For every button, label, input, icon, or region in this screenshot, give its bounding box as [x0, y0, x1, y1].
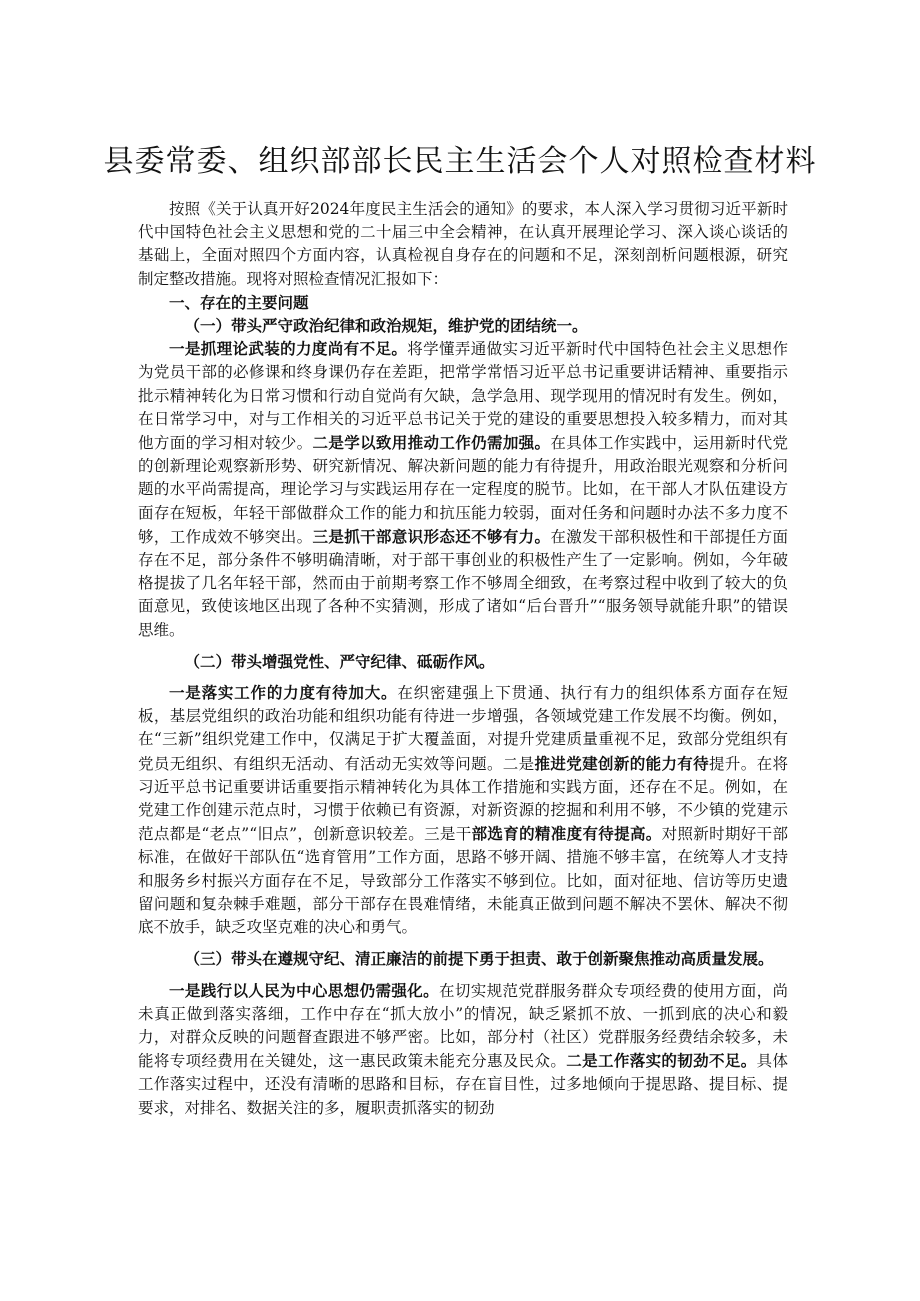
intro-paragraph: 按照《关于认真开好2024年度民主生活会的通知》的要求，本人深入学习贯彻习近平新时代中国特色社会主义思想和党的二十届三中全会精神，在认真开展理论学习、深入谈心谈话的基础上，全面对照四个方面内容，认真检视自身存在的问题和不足，深刻剖析问题根源，研究制定整改措施。现将对照检查情况汇报如下： [138, 200, 788, 288]
point-text: 在激发干部积极性和干部提任方面存在不足，部分条件不够明确清晰，对于部干事创业的积极性产生了一定影响。例如，今年破格提拔了几名年轻干部，然而由于前期考察工作不够周全细致，在考察过程中收到了较大的负面意见，致使该地区出现了各种不实猜测，形成了诸如“后台晋升”“服务领导就能升职”的错误思维。 [138, 527, 788, 639]
point-text: 在切实规范党群服务群众专项经费的使用方面，尚未真正做到落实落细，工作中存在“抓大放小”的情况，缺乏紧抓不放、一抓到底的决心和毅力，对群众反映的问题督查跟进不够严密。比如，部分村（社区）党群服务经费结余较多，未能将专项经费用在关键处，这一惠民政策未能充分惠及民众。 [138, 981, 788, 1071]
point-heading: 二是学以致用推动工作仍需加强。 [312, 433, 551, 453]
point-heading: 三是抓干部意识形态还不够有力。 [312, 526, 551, 546]
point-text: 提升。在将习近平总书记重要讲话重要指示精神转化为具体工作措施和实践方面，还存在不足。例如，在党建工作创建示范点时，习惯于依赖已有资源，对新资源的挖掘和利用不够，不少镇的党建示范点都是“老点”“旧点”，创新意识较差。三是干 [138, 754, 788, 844]
subsection-2-paragraph [138, 681, 788, 939]
point-heading: 一是抓理论武装的力度尚有不足。 [169, 339, 408, 359]
subsection-heading-2: （二）带头增强党性、严守纪律、砥砺作风。 [184, 651, 495, 671]
point-heading: 一是践行以人民为中心思想仍需强化。 [169, 980, 439, 1000]
point-heading: 部选育的精准度有待提高。 [471, 824, 662, 844]
subsection-heading-1: （一）带头严守政治纪律和政治规矩，维护党的团结统一。 [184, 316, 588, 336]
point-text: 在具体工作实践中，运用新时代党的创新理论观察新形势、研究新情况、解决新问题的能力有待提升，用政治眼光观察和分析问题的水平尚需提高，理论学习与实践运用存在一定程度的脱节。比如，在干部人才队伍建设方面存在短板，年轻干部做群众工作的能力和抗压能力较弱，面对任务和问题时办法不多力度不够，工作成效不够突出。 [138, 434, 788, 546]
subsection-heading-3: （三）带头在遵规守纪、清正廉洁的前提下勇于担责、敢于创新聚焦推动高质量发展。 [184, 949, 774, 969]
point-heading: 一是落实工作的力度有待加大。 [169, 683, 398, 703]
point-text: 在织密建强上下贯通、执行有力的组织体系方面存在短板，基层党组织的政治功能和组织功能有待进一步增强，各领域党建工作发展不均衡。例如，在“三新”组织党建工作中，仅满足于扩大覆盖面，对提升党建质量重视不足，致部分党组织有党员无组织、有组织无活动、有活动无实效等问题。二是 [138, 684, 788, 773]
section-heading: 一、存在的主要问题 [169, 292, 309, 312]
subsection-1-paragraph [138, 337, 788, 642]
point-text: 对照新时期好干部标准，在做好干部队伍“选育管用”工作方面，思路不够开阔、措施不够丰富，在统筹人才支持和服务乡村振兴方面存在不足，导致部分工作落实不够到位。比如，面对征地、信访等历史遗留问题和复杂棘手难题，部分干部存在畏难情绪，未能真正做到问题不解决不罢休、解决不彻底不放手，缺乏攻坚克难的决心和勇气。 [138, 825, 788, 937]
document-title: 县委常委、组织部部长民主生活会个人对照检查材料 [103, 144, 817, 179]
subsection-3-paragraph [138, 979, 788, 1120]
document-body [138, 198, 788, 1120]
point-heading: 推进党建创新的能力有待 [534, 753, 710, 773]
point-heading: 二是工作落实的韧劲不足。 [566, 1051, 757, 1071]
point-text: 具体工作落实过程中，还没有清晰的思路和目标，存在盲目性，过多地倾向于提思路、提目标、提要求，对排名、数据关注的多，履职责抓落实的韧劲 [138, 1052, 788, 1117]
point-text: 将学懂弄通做实习近平新时代中国特色社会主义思想作为党员干部的必修课和终身课仍存在差距，把常学常悟习近平总书记重要讲话精神、重要指示批示精神转化为日常习惯和行动自觉尚有欠缺，急学急用、现学现用的情况时有发生。例如，在日常学习中，对与工作相关的习近平总书记关于党的建设的重要思想投入较多精力，而对其他方面的学习相对较少。 [138, 340, 788, 453]
